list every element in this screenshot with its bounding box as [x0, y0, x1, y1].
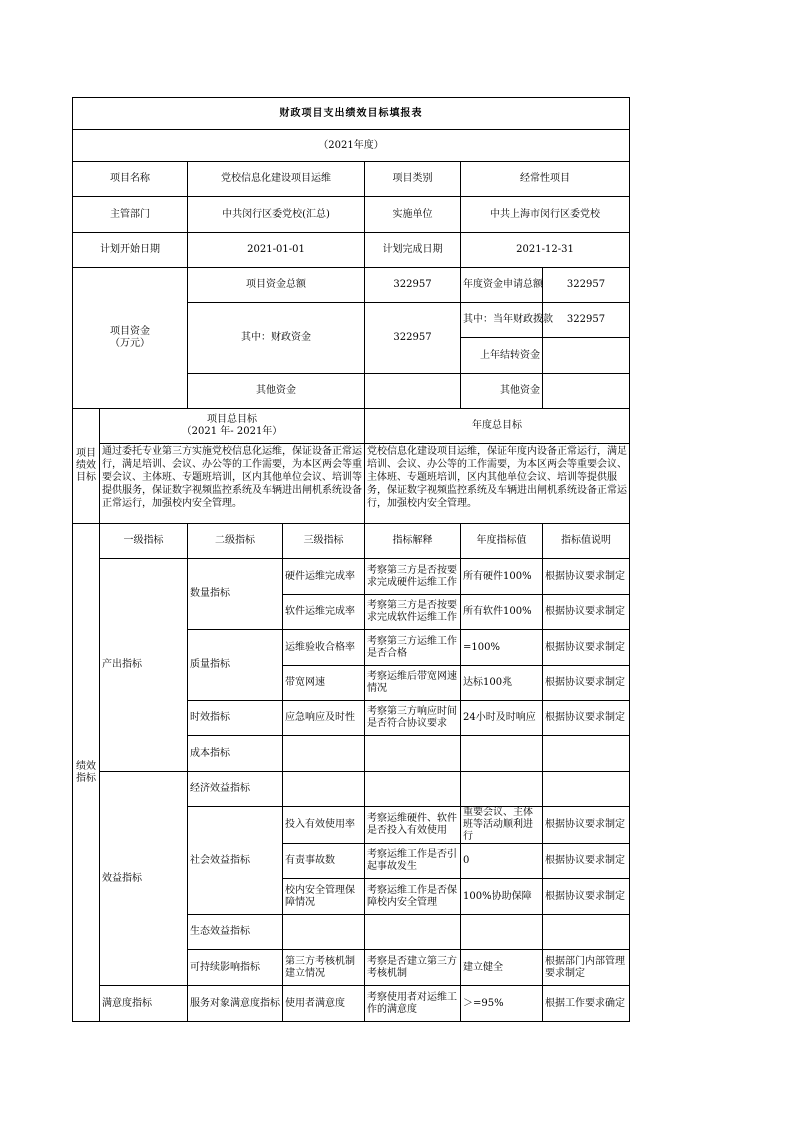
level2-sustainable: 可持续影响指标: [188, 950, 283, 986]
level2-cost: 成本指标: [188, 736, 283, 772]
form-year: （2021年度）: [73, 130, 630, 162]
header-explanation: 指标解释: [365, 524, 461, 559]
dept-label: 主管部门: [73, 197, 188, 233]
overall-goal-text: 通过委托专业第三方实施党校信息化运维，保证设备正常运行，满足培训、会议、办公等的工作需要，为本区两会等重要会议、主体班、专题班培训，区内其他单位会议、培训等提供服务，保证数字视频监控系统及车辆进出闸机系统设备正常运行，加强校内安全管理。: [100, 444, 365, 524]
current-fiscal-label: 其中：当年财政拨款: [461, 303, 543, 338]
explain-cell: 考察第三方是否按要求完成硬件运维工作: [365, 559, 461, 595]
end-date-label: 计划完成日期: [365, 233, 461, 268]
note-cell: 根据协议要求制定: [543, 844, 630, 879]
explain-cell: 考察是否建立第三方考核机制: [365, 950, 461, 986]
value-cell: ＞=95%: [461, 986, 543, 1022]
explain-cell: 考察使用者对运维工作的满意度: [365, 986, 461, 1022]
note-cell: 根据协议要求制定: [543, 701, 630, 736]
explain-cell: 考察第三方响应时间是否符合协议要求: [365, 701, 461, 736]
project-name-value: 党校信息化建设项目运维: [188, 162, 365, 197]
other-funds-label: 其他资金: [188, 374, 365, 409]
level3-cell: 有责事故数: [283, 844, 365, 879]
level3-cell: 运维验收合格率: [283, 630, 365, 666]
header-level3: 三级指标: [283, 524, 365, 559]
value-cell: 所有硬件100%: [461, 559, 543, 595]
value-cell: 达标100兆: [461, 666, 543, 701]
project-type-label: 项目类别: [365, 162, 461, 197]
level3-cell: 使用者满意度: [283, 986, 365, 1022]
level2-ecological: 生态效益指标: [188, 915, 283, 950]
annual-total-label: 年度资金申请总额: [461, 268, 543, 303]
current-fiscal-value: 322957: [543, 303, 630, 338]
table-row: [73, 559, 630, 595]
overall-goal-label: 项目总目标: [207, 414, 257, 425]
fiscal-funds-label: 其中：财政资金: [188, 303, 365, 374]
annual-total-value: 322957: [543, 268, 630, 303]
level3-cell: 校内安全管理保障情况: [283, 879, 365, 915]
level2-quality: 质量指标: [188, 630, 283, 701]
funds-section-label: [73, 268, 188, 409]
explain-cell: 考察运维硬件、软件是否投入有效使用: [365, 807, 461, 844]
note-cell: 根据协议要求制定: [543, 595, 630, 630]
level1-satisfaction: 满意度指标: [100, 986, 188, 1022]
level1-benefit: 效益指标: [100, 772, 188, 986]
value-cell: 所有软件100%: [461, 595, 543, 630]
level2-service: 服务对象满意度指标: [188, 986, 283, 1022]
annual-goal-label: 年度总目标: [365, 409, 630, 444]
explain-cell: 考察第三方是否按要求完成软件运维工作: [365, 595, 461, 630]
note-cell: 根据协议要求制定: [543, 879, 630, 915]
overall-goal-header: [100, 409, 365, 444]
note-cell: 根据部门内部管理要求制定: [543, 950, 630, 986]
other-funds-label-2: 其他资金: [461, 374, 543, 409]
other-funds-value-2: [543, 374, 630, 409]
value-cell: 0: [461, 844, 543, 879]
value-cell: 建立健全: [461, 950, 543, 986]
level3-cell: 应急响应及时性: [283, 701, 365, 736]
dept-value: 中共闵行区委党校(汇总): [188, 197, 365, 233]
explain-cell: 考察第三方运维工作是否合格: [365, 630, 461, 666]
funds-section-title: 项目资金: [110, 326, 150, 337]
note-cell: 根据协议要求制定: [543, 666, 630, 701]
start-date-label: 计划开始日期: [73, 233, 188, 268]
note-cell: 根据协议要求制定: [543, 807, 630, 844]
explain-cell: 考察运维后带宽网速情况: [365, 666, 461, 701]
carryover-value: [543, 338, 630, 374]
value-cell: 24小时及时响应: [461, 701, 543, 736]
level2-social: 社会效益指标: [188, 807, 283, 915]
level2-quantity: 数量指标: [188, 559, 283, 630]
level3-cell: 第三方考核机制建立情况: [283, 950, 365, 986]
note-cell: 根据协议要求制定: [543, 630, 630, 666]
fiscal-funds-value: 322957: [365, 303, 461, 374]
header-level2: 二级指标: [188, 524, 283, 559]
indicators-section-label: 绩效指标: [73, 524, 100, 1022]
note-cell: 根据协议要求制定: [543, 559, 630, 595]
value-cell: 100%协助保障: [461, 879, 543, 915]
performance-target-form: [72, 97, 630, 1022]
end-date-value: 2021-12-31: [461, 233, 630, 268]
form-title: 财政项目支出绩效目标填报表: [73, 98, 630, 130]
header-level1: 一级指标: [100, 524, 188, 559]
table-row: [73, 772, 630, 807]
overall-goal-period: （2021 年- 2021年）: [181, 426, 283, 437]
funds-unit: （万元）: [110, 338, 150, 349]
project-name-label: 项目名称: [73, 162, 188, 197]
level3-cell: 投入有效使用率: [283, 807, 365, 844]
value-cell: 重要会议、主体班等活动顺利进行: [461, 807, 543, 844]
header-annual-value: 年度指标值: [461, 524, 543, 559]
project-type-value: 经常性项目: [461, 162, 630, 197]
note-cell: 根据工作要求确定: [543, 986, 630, 1022]
explain-cell: 考察运维工作是否保障校内安全管理: [365, 879, 461, 915]
total-funds-label: 项目资金总额: [188, 268, 365, 303]
level3-cell: 硬件运维完成率: [283, 559, 365, 595]
goals-section-label: 项目绩效目标: [73, 409, 100, 524]
level1-output: 产出指标: [100, 559, 188, 772]
start-date-value: 2021-01-01: [188, 233, 365, 268]
unit-label: 实施单位: [365, 197, 461, 233]
total-funds-value: 322957: [365, 268, 461, 303]
level3-cell: 软件运维完成率: [283, 595, 365, 630]
level3-cell: 带宽网速: [283, 666, 365, 701]
explain-cell: 考察运维工作是否引起事故发生: [365, 844, 461, 879]
level2-economic: 经济效益指标: [188, 772, 283, 807]
unit-value: 中共上海市闵行区委党校: [461, 197, 630, 233]
annual-goal-text: 党校信息化建设项目运维，保证年度内设备正常运行，满足培训、会议、办公等的工作需要，为本区两会等重要会议、主体班、专题班培训，区内其他单位会议、培训等提供服务，保证数字视频监控系统及车辆进出闸机系统设备正常运行，加强校内安全管理。: [365, 444, 630, 524]
header-value-note: 指标值说明: [543, 524, 630, 559]
table-row: [73, 986, 630, 1022]
other-funds-value: [365, 374, 461, 409]
level2-timeliness: 时效指标: [188, 701, 283, 736]
value-cell: =100%: [461, 630, 543, 666]
carryover-label: 上年结转资金: [461, 338, 543, 374]
